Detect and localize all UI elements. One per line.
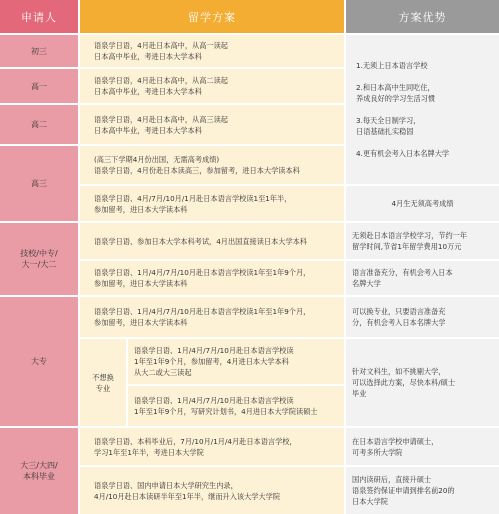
applicant-gao3: 高三 [0, 146, 78, 221]
plan-dazhuan-b: 语泉学日语、1月/4月/7月/10月赴日本语言学校读 1年至1年9个月，参加留考，4月进日本大学本科 从大二或大三读起 [128, 339, 344, 384]
applicant-chu3: 初三 [0, 35, 78, 67]
sub-label-no-major-change: 不想换 专业 [80, 339, 126, 426]
advantage-jixiao-b: 语言准备充分，有机会考入日本 名牌大学 [346, 261, 499, 295]
applicant-gao1: 高一 [0, 69, 78, 103]
plan-gao3-b: 语泉学日语、4月/7月/10月/1月赴日本语言学校读1至1年半， 参加留考，进日本大学读本科 [80, 186, 344, 221]
plan-dasan-a: 语泉学日语、本科毕业后，7月/10月/1月/4月赴日本语言学校， 学习1年至1年半，考进日本大学院 [80, 428, 344, 465]
advantage-dasan-b: 国内读研后，直接升硕士 语泉签约保证申请到排名前20的 日本大学院 [346, 467, 499, 514]
advantage-gao3: 4月生无须高考成绩 [346, 186, 499, 221]
plan-dasan-b: 语泉学日语、国内申请日本大学研究生内录， 4月/10月赴日本读研半年至1年半，继而升入该大学大学院 [80, 467, 344, 514]
plan-dazhuan-a: 语泉学日语、1月/4月/7月/10月赴日本语言学校读1年至1年9个月， 参加留考，进日本大学读本科 [80, 297, 344, 337]
plan-gao1: 语泉学日语，4月赴日本高中，从高二读起 日本高中毕业，考进日本大学本科 [80, 69, 344, 103]
advantage-jixiao-a: 无须赴日本语言学校学习，节约一年 留学时间,节省1年留学费用10万元 [346, 223, 499, 259]
advantage-dazhuan-b: 针对文科生，如不挑剔大学， 可以选择此方案，尽快本科/硕士 毕业 [346, 339, 499, 426]
plan-dazhuan-c: 语泉学日语、1月/4月/7月/10月赴日本语言学校读 1年至1年9个月，写研究计划书，4月进日本大学院读硕士 [128, 386, 344, 426]
plan-gao2: 语泉学日语，4月赴日本高中，从高三读起 日本高中毕业，考进日本大学本科 [80, 105, 344, 144]
advantage-high-school: 1.无须上日本语言学校 2.和日本高中生同吃住， 养成良好的学习生活习惯 3.每天全日制学习， 日语基础扎实稳固 4.更有机会考入日本名牌大学 [346, 35, 499, 184]
applicant-dazhuan: 大专 [0, 297, 78, 426]
advantage-dasan-a: 在日本语言学校申请硕士， 可考多所大学院 [346, 428, 499, 465]
applicant-jixiao: 技校/中专/ 大一/大二 [0, 223, 78, 295]
header-applicant: 申请人 [0, 0, 78, 33]
header-plan: 留学方案 [80, 0, 344, 33]
advantage-dazhuan-a: 可以换专业，只要语言准备充 分，有机会考入日本名牌大学 [346, 297, 499, 337]
header-advantage: 方案优势 [346, 0, 499, 33]
applicant-gao2: 高二 [0, 105, 78, 144]
plan-chu3: 语泉学日语，4月赴日本高中，从高一读起 日本高中毕业，考进日本大学本科 [80, 35, 344, 67]
plan-jixiao-b: 语泉学日语、1月/4月/7月/10月赴日本语言学校读1年至1年9个月， 参加留考，进日本大学读本科 [80, 261, 344, 295]
applicant-dasan: 大三/大四/ 本科毕业 [0, 428, 78, 514]
plan-jixiao-a: 语泉学日语、参加日本大学本科考试，4月出国直接读日本大学本科 [80, 223, 344, 259]
plan-gao3-a: (高三下学期4月份出国，无需高考成绩) 语泉学日语，4月份赴日本读高三，参加留考，进日本大学读本科 [80, 146, 344, 184]
